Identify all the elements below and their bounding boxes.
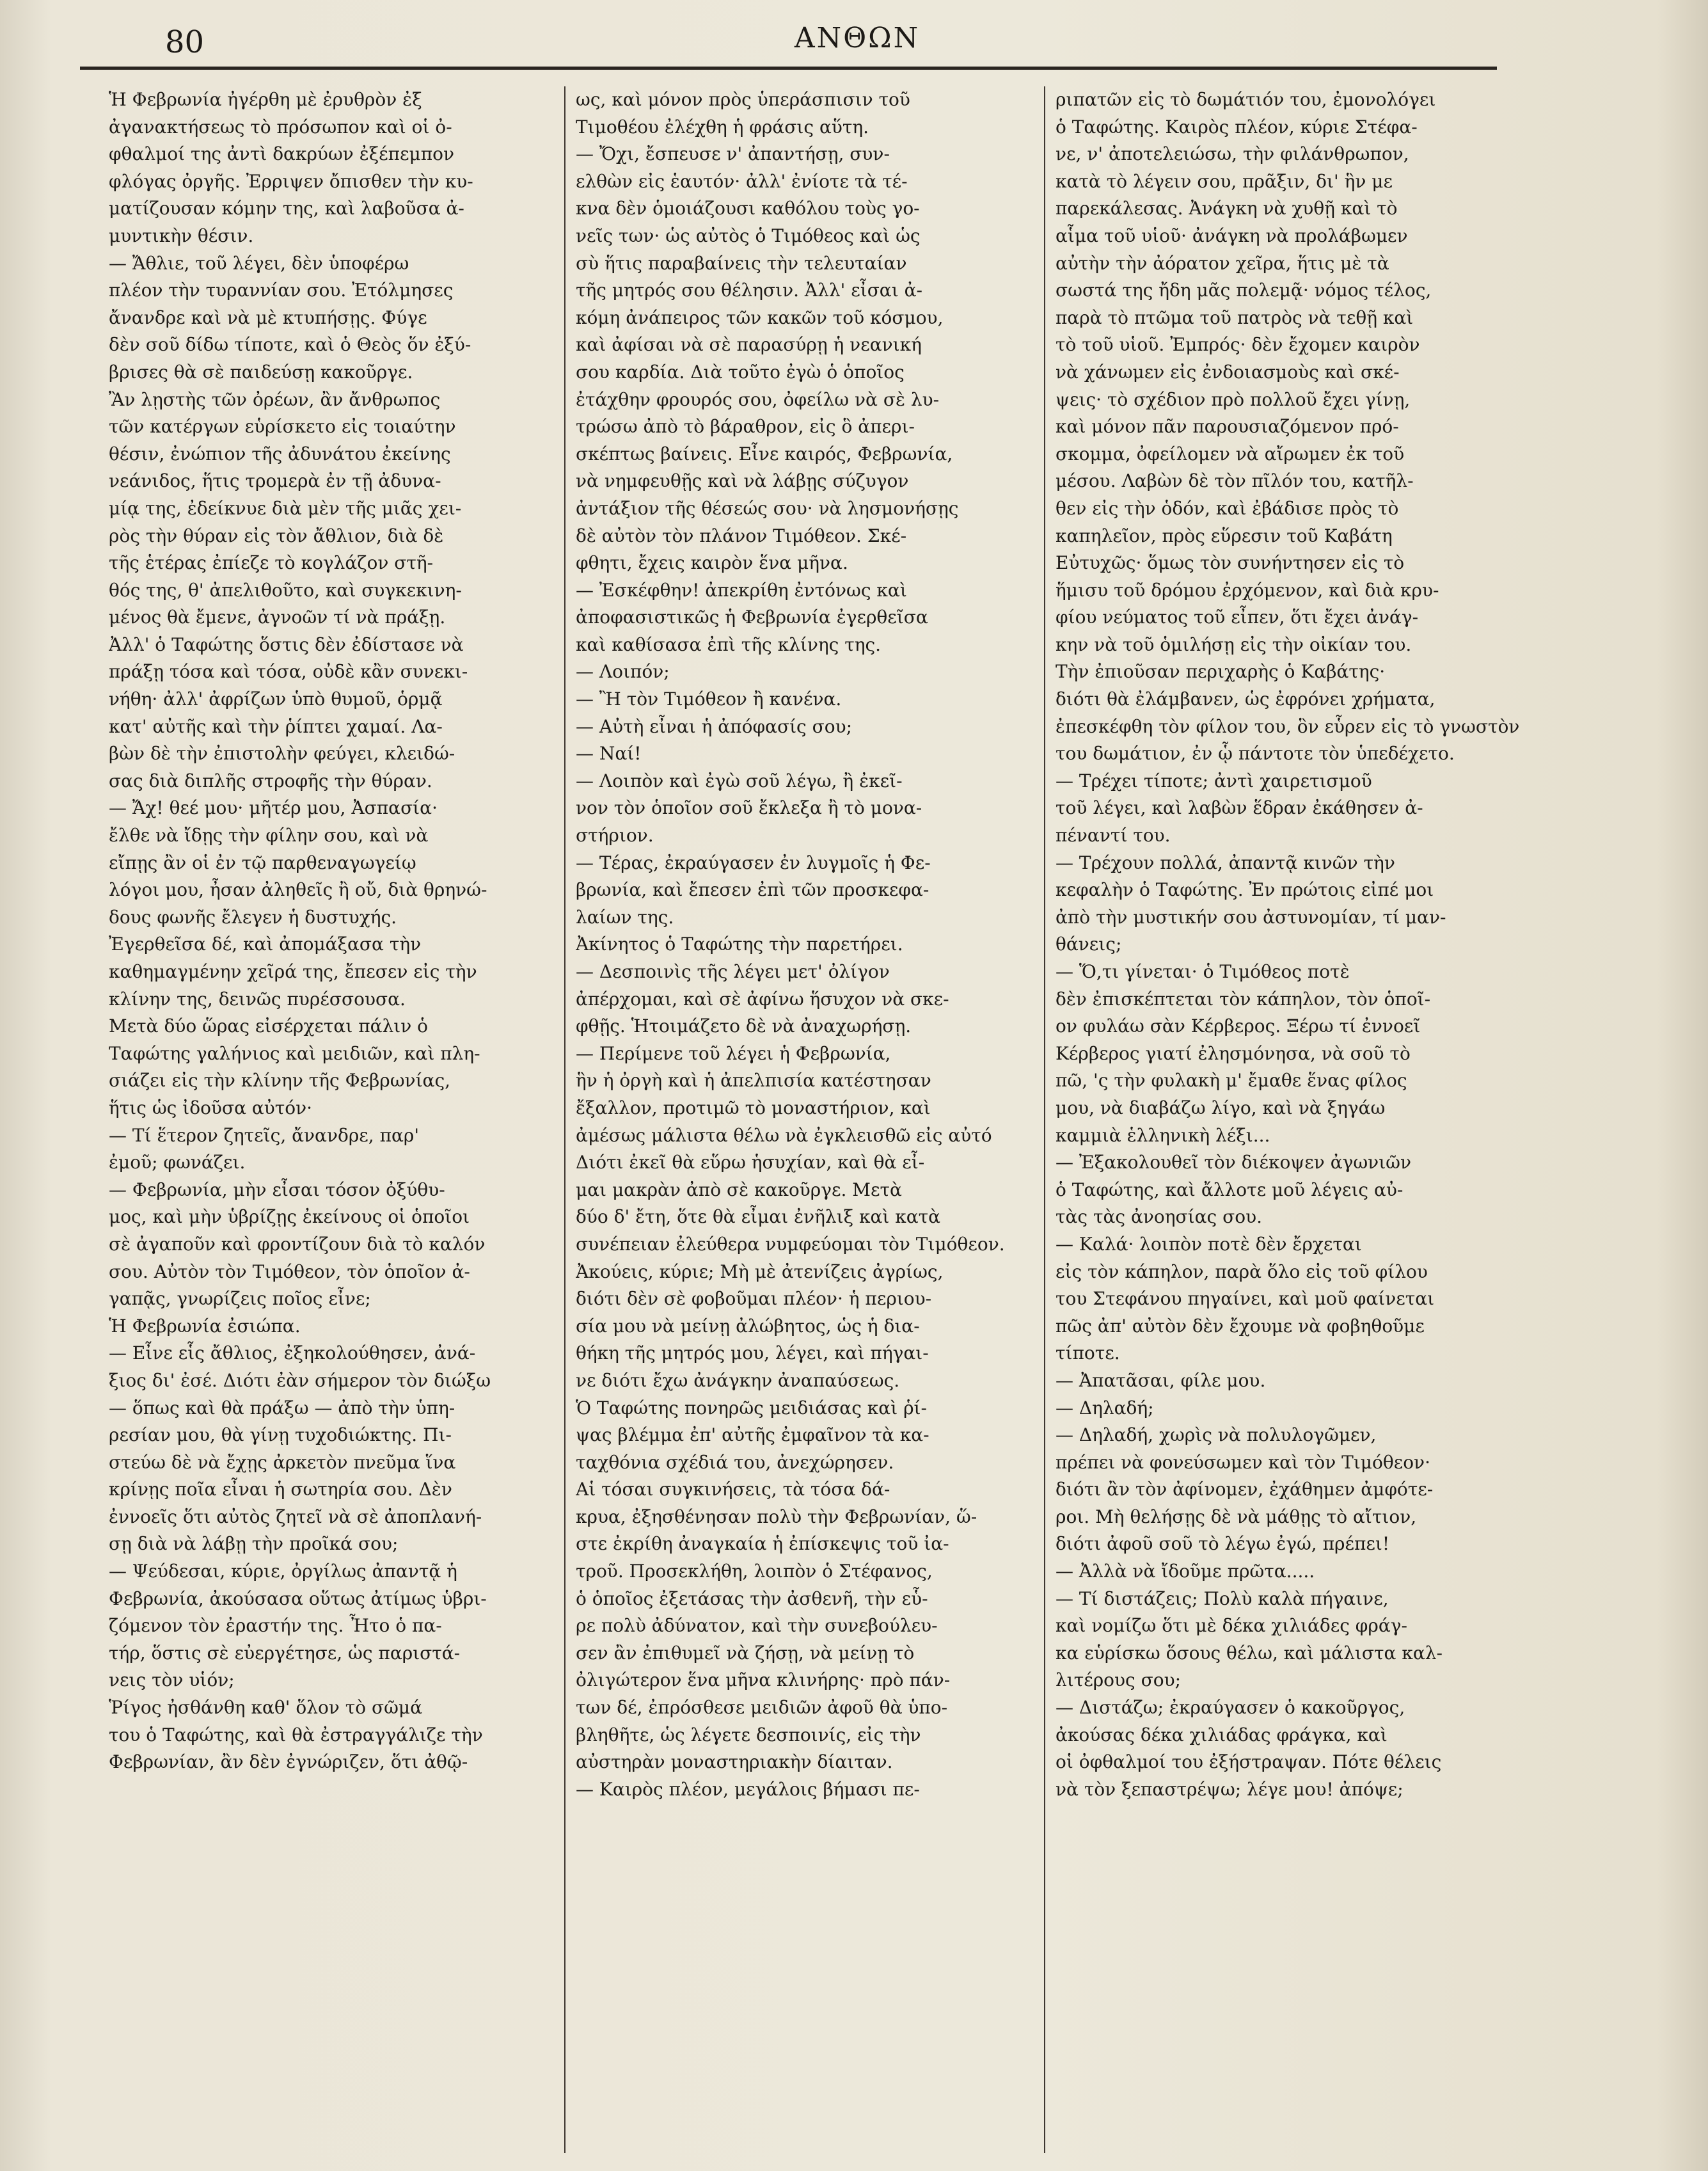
text-line: μαι μακρὰν ἀπὸ σὲ κακοῦργε. Μετὰ — [576, 1179, 902, 1200]
text-line: νεάνιδος, ἥτις τρομερὰ ἐν τῇ ἀδυνα- — [109, 470, 441, 492]
text-line: ρὸς τὴν θύραν εἰς τὸν ἄθλιον, διὰ δὲ — [109, 525, 444, 546]
text-line: ἀγανακτήσεως τὸ πρόσωπον καὶ οἱ ὀ- — [109, 116, 452, 138]
text-line: πρέπει νὰ φονεύσωμεν καὶ τὸν Τιμόθεον· — [1056, 1451, 1430, 1473]
text-line: Διότι ἐκεῖ θὰ εὕρω ἡσυχίαν, καὶ θὰ εἶ- — [576, 1152, 925, 1173]
text-line: — Καλά· λοιπὸν ποτὲ δὲν ἔρχεται — [1056, 1233, 1362, 1255]
text-line: — Αὐτὴ εἶναι ἡ ἀπόφασίς σου; — [576, 715, 853, 737]
text-line: Μετὰ δύο ὥρας εἰσέρχεται πάλιν ὁ — [109, 1015, 429, 1037]
text-line: πῶς ἀπ' αὐτὸν δὲν ἔχουμε νὰ φοβηθοῦμε — [1056, 1315, 1425, 1337]
text-column-1 — [109, 86, 557, 1776]
text-line: εἰς τὸν κάπηλον, παρὰ ὅλο εἰς τοῦ φίλου — [1056, 1260, 1428, 1282]
text-line: φθαλμοί της ἀντὶ δακρύων ἐξέπεμπον — [109, 143, 455, 165]
text-line: νὰ τὸν ξεπαστρέψω; λέγε μου! ἀπόψε; — [1056, 1778, 1404, 1800]
text-line: θήκη τῆς μητρός μου, λέγει, καὶ πήγαι- — [576, 1342, 929, 1364]
text-line: θός της, θ' ἀπελιθοῦτο, καὶ συγκεκινη- — [109, 579, 462, 601]
text-line: φθῇς. Ἡτοιμάζετο δὲ νὰ ἀναχωρήσῃ. — [576, 1015, 912, 1037]
text-line: ἀπέρχομαι, καὶ σὲ ἀφίνω ἥσυχον νὰ σκε- — [576, 988, 949, 1010]
text-line: νὰ χάνωμεν εἰς ἐνδοιασμοὺς καὶ σκέ- — [1056, 361, 1400, 383]
text-line: μέσου. Λαβὼν δὲ τὸν πῖλόν του, κατῆλ- — [1056, 470, 1414, 492]
text-line: — ὅπως καὶ θὰ πράξω — ἀπὸ τὴν ὑπη- — [109, 1397, 455, 1419]
text-line: τὰς τὰς ἀνοησίας σου. — [1056, 1206, 1262, 1228]
text-column-2 — [576, 86, 1036, 1803]
text-line: τήρ, ὅστις σὲ εὐεργέτησε, ὡς παριστά- — [109, 1642, 461, 1664]
text-line: τὸ τοῦ υἱοῦ. Ἐμπρός· δὲν ἔχομεν καιρὸν — [1056, 334, 1420, 356]
text-line: κνα δὲν ὁμοιάζουσι καθόλου τοὺς γο- — [576, 198, 920, 219]
text-line: του δωμάτιον, ἐν ᾧ πάντοτε τὸν ὑπεδέχετο. — [1056, 743, 1455, 765]
text-line: σωστά της ἤδη μᾶς πολεμᾷ· νόμος τέλος, — [1056, 280, 1432, 301]
text-line: Ῥίγος ἠσθάνθη καθ' ὅλον τὸ σῶμά — [109, 1697, 423, 1719]
text-line: Ἀκίνητος ὁ Ταφώτης τὴν παρετήρει. — [576, 934, 903, 955]
text-line: Τὴν ἐπιοῦσαν περιχαρὴς ὁ Καβάτης· — [1056, 661, 1386, 683]
header-rule — [80, 67, 1497, 70]
text-line: — Ἄχ! θεέ μου· μῆτέρ μου, Ἀσπασία· — [109, 797, 438, 819]
text-line: δους φωνῆς ἔλεγεν ἡ δυστυχής. — [109, 906, 397, 928]
text-line: σας διὰ διπλῆς στροφῆς τὴν θύραν. — [109, 770, 432, 791]
text-line: ἀπὸ τὴν μυστικήν σου ἀστυνομίαν, τί μαν- — [1056, 906, 1446, 928]
text-line: αὐστηρὰν μοναστηριακὴν δίαιταν. — [576, 1751, 893, 1773]
text-line: φλόγας ὀργῆς. Ἐρριψεν ὄπισθεν τὴν κυ- — [109, 170, 473, 192]
text-line: Ἀλλ' ὁ Ταφώτης ὅστις δὲν ἐδίστασε νὰ — [109, 633, 464, 655]
text-column-3 — [1056, 86, 1526, 1803]
text-line: πράξῃ τόσα καὶ τόσα, οὐδὲ κἂν συνεκι- — [109, 661, 468, 683]
text-line: Ταφώτης γαλήνιος καὶ μειδιῶν, καὶ πλη- — [109, 1042, 480, 1064]
text-line: διότι δὲν σὲ φοβοῦμαι πλέον· ἡ περιου- — [576, 1288, 932, 1310]
text-line: — Ἀλλὰ νὰ ἴδοῦμε πρῶτα..... — [1056, 1561, 1315, 1582]
text-line: τῆς ἑτέρας ἐπίεζε τὸ κογλάζον στῆ- — [109, 552, 434, 574]
text-line: — Τρέχει τίποτε; ἀντὶ χαιρετισμοῦ — [1056, 770, 1372, 791]
text-line: πέναντί του. — [1056, 825, 1171, 847]
text-line: ἣν ἡ ὀργὴ καὶ ἡ ἀπελπισία κατέστησαν — [576, 1070, 931, 1092]
text-line: ως, καὶ μόνον πρὸς ὑπεράσπισιν τοῦ — [576, 89, 910, 110]
text-line: τῶν κατέργων εὑρίσκετο εἰς τοιαύτην — [109, 416, 456, 438]
text-line: ἀμέσως μάλιστα θέλω νὰ ἐγκλεισθῶ εἰς αὐτό — [576, 1124, 992, 1146]
text-line: — Λοιπὸν καὶ ἐγὼ σοῦ λέγω, ἢ ἐκεῖ- — [576, 770, 903, 791]
text-line: — Λοιπόν; — [576, 661, 670, 683]
text-line: ἀποφασιστικῶς ἡ Φεβρωνία ἐγερθεῖσα — [576, 607, 928, 628]
text-line: κα εὑρίσκω ὅσους θέλω, καὶ μάλιστα καλ- — [1056, 1642, 1443, 1664]
text-line: του Στεφάνου πηγαίνει, καὶ μοῦ φαίνεται — [1056, 1288, 1435, 1310]
text-line: σκέπτως βαίνεις. Εἶνε καιρός, Φεβρωνία, — [576, 443, 953, 465]
text-line: οἱ ὀφθαλμοί του ἐξήστραψαν. Πότε θέλεις — [1056, 1751, 1442, 1773]
text-line: Κέρβερος γιατί ἐλησμόνησα, νὰ σοῦ τὸ — [1056, 1042, 1411, 1064]
text-line: καὶ καθίσασα ἐπὶ τῆς κλίνης της. — [576, 633, 882, 655]
text-line: Ἡ Φεβρωνία ἐσιώπα. — [109, 1315, 301, 1337]
text-line: δὲν σοῦ δίδω τίποτε, καὶ ὁ Θεὸς ὅν ἐξύ- — [109, 334, 471, 356]
text-line: σου. Αὐτὸν τὸν Τιμόθεον, τὸν ὁποῖον ἀ- — [109, 1260, 470, 1282]
text-line: κόμη ἀνάπειρος τῶν κακῶν τοῦ κόσμου, — [576, 306, 944, 328]
text-line: ρε πολὺ ἀδύνατον, καὶ τὴν συνεβούλευ- — [576, 1615, 938, 1637]
text-line: ὁ Ταφώτης, καὶ ἄλλοτε μοῦ λέγεις αὐ- — [1056, 1179, 1404, 1200]
text-line: παρὰ τὸ πτῶμα τοῦ πατρὸς νὰ τεθῇ καὶ — [1056, 306, 1414, 328]
text-line: τίποτε. — [1056, 1342, 1120, 1364]
text-line: παρεκάλεσας. Ἀνάγκη νὰ χυθῇ καὶ τὸ — [1056, 198, 1398, 219]
text-line: — Τέρας, ἐκραύγασεν ἐν λυγμοῖς ἡ Φε- — [576, 852, 931, 873]
text-line: ἥτις ὡς ἰδοῦσα αὐτόν· — [109, 1097, 313, 1118]
text-line: Φεβρωνία, ἀκούσασα οὕτως ἀτίμως ὑβρι- — [109, 1587, 487, 1609]
text-line: ματίζουσαν κόμην της, καὶ λαβοῦσα ἀ- — [109, 198, 464, 219]
text-line: θεν εἰς τὴν ὁδόν, καὶ ἐβάδισε πρὸς τὸ — [1056, 497, 1399, 519]
text-line: φθητι, ἔχεις καιρὸν ἕνα μῆνα. — [576, 552, 848, 574]
text-line: — Ἐσκέφθην! ἀπεκρίθη ἐντόνως καὶ — [576, 579, 907, 601]
text-line: σκομμα, ὀφείλομεν νὰ αἴρωμεν ἐκ τοῦ — [1056, 443, 1405, 465]
text-line: νον τὸν ὁποῖον σοῦ ἔκλεξα ἢ τὸ μονα- — [576, 797, 922, 819]
text-line: ἐννοεῖς ὅτι αὐτὸς ζητεῖ νὰ σὲ ἀποπλανή- — [109, 1506, 482, 1527]
text-line: εἴπῃς ἂν οἱ ἐν τῷ παρθεναγωγείῳ — [109, 852, 416, 873]
text-line: κρίνῃς ποῖα εἶναι ἡ σωτηρία σου. Δὲν — [109, 1479, 452, 1500]
text-line: λόγοι μου, ἦσαν ἀληθεῖς ἢ οὔ, διὰ θρηνώ- — [109, 879, 487, 901]
text-line: μένος θὰ ἔμενε, ἀγνοῶν τί νὰ πράξῃ. — [109, 607, 446, 628]
text-line: ἔλθε νὰ ἴδῃς τὴν φίλην σου, καὶ νὰ — [109, 825, 429, 847]
text-line: μίᾳ της, ἐδείκνυε διὰ μὲν τῆς μιᾶς χει- — [109, 497, 462, 519]
text-line: Ἡ Φεβρωνία ἠγέρθη μὲ ἐρυθρὸν ἐξ — [109, 89, 422, 110]
column-divider — [564, 86, 565, 2153]
text-line: συνέπειαν ἐλεύθερα νυμφεύομαι τὸν Τιμόθεον. — [576, 1233, 1005, 1255]
text-line: σὺ ἥτις παραβαίνεις τὴν τελευταίαν — [576, 252, 907, 274]
text-line: — Ἄθλιε, τοῦ λέγει, δὲν ὑποφέρω — [109, 252, 409, 274]
text-line: Φεβρωνίαν, ἂν δὲν ἐγνώριζεν, ὅτι ἀθῷ- — [109, 1751, 468, 1773]
text-line: Ἀκούεις, κύριε; Μὴ μὲ ἀτενίζεις ἀγρίως, — [576, 1260, 944, 1282]
text-line: καὶ μόνον πᾶν παρουσιαζόμενον πρό- — [1056, 416, 1399, 438]
text-line: αἷμα τοῦ υἱοῦ· ἀνάγκη νὰ προλάβωμεν — [1056, 225, 1408, 246]
text-line: στήριον. — [576, 825, 654, 847]
text-line: Εὐτυχῶς· ὅμως τὸν συνήντησεν εἰς τὸ — [1056, 552, 1405, 574]
text-line: ἐτάχθην φρουρός σου, ὀφείλω νὰ σὲ λυ- — [576, 388, 940, 410]
text-line: — Δεσποινὶς τῆς λέγει μετ' ὀλίγον — [576, 961, 890, 982]
text-line: — Ἐξακολουθεῖ τὸν διέκοψεν ἀγωνιῶν — [1056, 1152, 1412, 1173]
text-line: Ἂν λῃστὴς τῶν ὀρέων, ἂν ἄνθρωπος — [109, 388, 441, 410]
text-line: βληθῆτε, ὡς λέγετε δεσποινίς, εἰς τὴν — [576, 1724, 921, 1746]
text-line: φίου νεύματος τοῦ εἶπεν, ὅτι ἔχει ἀνάγ- — [1056, 607, 1419, 628]
text-line: μος, καὶ μὴν ὑβρίζῃς ἐκείνους οἱ ὁποῖοι — [109, 1206, 470, 1228]
text-line: ὁ ὁποῖος ἐξετάσας τὴν ἀσθενῆ, τὴν εὗ- — [576, 1587, 928, 1609]
text-line: καπηλεῖον, πρὸς εὕρεσιν τοῦ Καβάτη — [1056, 525, 1393, 546]
text-line: κρυα, ἐξησθένησαν πολὺ τὴν Φεβρωνίαν, ὥ- — [576, 1506, 977, 1527]
text-line: πῶ, 'ς τὴν φυλακὴ μ' ἔμαθε ἕνας φίλος — [1056, 1070, 1407, 1092]
text-line: ἀντάξιον τῆς θέσεώς σου· νὰ λησμονήσῃς — [576, 497, 959, 519]
text-line: — Τρέχουν πολλά, ἀπαντᾷ κινῶν τὴν — [1056, 852, 1395, 873]
text-line: κην νὰ τοῦ ὁμιλήσῃ εἰς τὴν οἰκίαν του. — [1056, 633, 1412, 655]
text-line: Ὁ Ταφώτης πονηρῶς μειδιάσας καὶ ῥί- — [576, 1397, 927, 1419]
text-line: ψεις· τὸ σχέδιον πρὸ πολλοῦ ἔχει γίνῃ, — [1056, 388, 1411, 410]
text-line: βὼν δὲ τὴν ἐπιστολὴν φεύγει, κλειδώ- — [109, 743, 455, 765]
text-line: διότι θὰ ἐλάμβανεν, ὡς ἐφρόνει χρήματα, — [1056, 688, 1435, 710]
text-line: — Ἢ τὸν Τιμόθεον ἢ κανένα. — [576, 688, 842, 710]
text-line: — Δηλαδή; — [1056, 1397, 1154, 1419]
text-line: σεν ἂν ἐπιθυμεῖ νὰ ζήσῃ, νὰ μείνῃ τὸ — [576, 1642, 915, 1664]
text-line: κεφαλὴν ὁ Ταφώτης. Ἐν πρώτοις εἰπέ μοι — [1056, 879, 1434, 901]
text-line: σου καρδία. Διὰ τοῦτο ἐγὼ ὁ ὁποῖος — [576, 361, 905, 383]
text-line: νε, ν' ἀποτελειώσω, τὴν φιλάνθρωπον, — [1056, 143, 1409, 165]
text-line: — Ψεύδεσαι, κύριε, ὀργίλως ἀπαντᾷ ἡ — [109, 1561, 457, 1582]
text-line: Ἐγερθεῖσα δέ, καὶ ἀπομάξασα τὴν — [109, 934, 422, 955]
text-line: πλέον τὴν τυραννίαν σου. Ἐτόλμησες — [109, 280, 454, 301]
text-line: διότι ἂν τὸν ἀφίνομεν, ἐχάθημεν ἀμφότε- — [1056, 1479, 1434, 1500]
text-line: λαίων της. — [576, 906, 674, 928]
text-line: ροι. Μὴ θελήσῃς δὲ νὰ μάθῃς τὸ αἴτιον, — [1056, 1506, 1417, 1527]
text-line: — Φεβρωνία, μὴν εἶσαι τόσον ὀξύθυ- — [109, 1179, 445, 1200]
text-line: νεις τὸν υἱόν; — [109, 1669, 235, 1691]
text-line: — Τί ἕτερον ζητεῖς, ἄνανδρε, παρ' — [109, 1124, 420, 1146]
text-line: κλίνην της, δεινῶς πυρέσσουσα. — [109, 988, 406, 1010]
text-line: σῃ διὰ νὰ λάβῃ τὴν προῖκά σου; — [109, 1533, 399, 1555]
text-line: τοῦ λέγει, καὶ λαβὼν ἕδραν ἐκάθησεν ἀ- — [1056, 797, 1423, 819]
text-line: — Ὄχι, ἔσπευσε ν' ἀπαντήσῃ, συν- — [576, 143, 890, 165]
text-line: — Ναί! — [576, 743, 642, 765]
text-line: ξιος δι' ἐσέ. Διότι ἐὰν σήμερον τὸν διώξω — [109, 1369, 491, 1391]
text-line: μυντικὴν θέσιν. — [109, 225, 254, 246]
text-line: ζόμενον τὸν ἐραστήν της. Ἦτο ὁ πα- — [109, 1615, 442, 1637]
text-line: Αἱ τόσαι συγκινήσεις, τὰ τόσα δά- — [576, 1479, 890, 1500]
running-title: ΑΝΘΩΝ — [794, 22, 921, 54]
text-line: στεύω δὲ νὰ ἔχῃς ἀρκετὸν πνεῦμα ἵνα — [109, 1451, 456, 1473]
text-line: δὲ αὐτὸν τὸν πλάνον Τιμόθεον. Σκέ- — [576, 525, 907, 546]
text-line: θάνεις; — [1056, 934, 1122, 955]
text-line: μου, νὰ διαβάζω λίγο, καὶ νὰ ξηγάω — [1056, 1097, 1386, 1118]
text-line: στε ἐκρίθη ἀναγκαία ἡ ἐπίσκεψις τοῦ ἰα- — [576, 1533, 949, 1555]
text-line: — Περίμενε τοῦ λέγει ἡ Φεβρωνία, — [576, 1042, 891, 1064]
text-line: σιάζει εἰς τὴν κλίνην τῆς Φεβρωνίας, — [109, 1070, 451, 1092]
text-line: ἄνανδρε καὶ νὰ μὲ κτυπήσῃς. Φύγε — [109, 306, 427, 328]
page-header — [0, 0, 1708, 70]
text-line: ἐμοῦ; φωνάζει. — [109, 1152, 246, 1173]
text-line: ψας βλέμμα ἐπ' αὐτῆς ἐμφαῖνον τὰ κα- — [576, 1424, 929, 1446]
text-line: κατὰ τὸ λέγειν σου, πρᾶξιν, δι' ἣν με — [1056, 170, 1393, 192]
text-line: — Ἀπατᾶσαι, φίλε μου. — [1056, 1369, 1266, 1391]
text-line: ἀκούσας δέκα χιλιάδας φράγκα, καὶ — [1056, 1724, 1388, 1746]
text-line: — Ὅ,τι γίνεται· ὁ Τιμόθεος ποτὲ — [1056, 961, 1350, 982]
text-line: νεῖς των· ὡς αὐτὸς ὁ Τιμόθεος καὶ ὡς — [576, 225, 921, 246]
text-line: βρισες θὰ σὲ παιδεύσῃ κακοῦργε. — [109, 361, 413, 383]
text-line: καθημαγμένην χεῖρά της, ἔπεσεν εἰς τὴν — [109, 961, 477, 982]
text-line: λιτέρους σου; — [1056, 1669, 1182, 1691]
text-line: καμμιὰ ἑλληνικὴ λέξι... — [1056, 1124, 1270, 1146]
text-line: κατ' αὐτῆς καὶ τὴν ῥίπτει χαμαί. Λα- — [109, 715, 443, 737]
page-number: 80 — [165, 24, 205, 60]
text-line: αὐτὴν τὴν ἀόρατον χεῖρα, ἥτις μὲ τὰ — [1056, 252, 1389, 274]
text-line: ρεσίαν μου, θὰ γίνῃ τυχοδιώκτης. Πι- — [109, 1424, 452, 1446]
text-line: σὲ ἀγαποῦν καὶ φροντίζουν διὰ τὸ καλόν — [109, 1233, 486, 1255]
text-line: ἐπεσκέφθη τὸν φίλον του, ὃν εὗρεν εἰς τὸ γνωστὸν — [1056, 715, 1520, 737]
text-line: σία μου νὰ μείνῃ ἀλώβητος, ὡς ἡ δια- — [576, 1315, 920, 1337]
text-line: — Εἶνε εἷς ἄθλιος, ἐξηκολούθησεν, ἀνά- — [109, 1342, 476, 1364]
text-line: του ὁ Ταφώτης, καὶ θὰ ἐστραγγάλιζε τὴν — [109, 1724, 483, 1746]
text-line: καὶ νομίζω ὅτι μὲ δέκα χιλιάδες φράγ- — [1056, 1615, 1407, 1637]
text-line: νὰ νημφευθῇς καὶ νὰ λάβῃς σύζυγον — [576, 470, 909, 492]
text-line: — Καιρὸς πλέον, μεγάλοις βήμασι πε- — [576, 1778, 920, 1800]
text-line: τρώσω ἀπὸ τὸ βάραθρον, εἰς ὃ ἀπερι- — [576, 416, 915, 438]
text-line: ἔξαλλον, προτιμῶ τὸ μοναστήριον, καὶ — [576, 1097, 931, 1118]
text-line: διότι ἀφοῦ σοῦ τὸ λέγω ἐγώ, πρέπει! — [1056, 1533, 1390, 1555]
text-line: καὶ ἀφίσαι νὰ σὲ παρασύρῃ ἡ νεανική — [576, 334, 922, 356]
text-line: γαπᾷς, γνωρίζεις ποῖος εἶνε; — [109, 1288, 371, 1310]
text-line: νε διότι ἔχω ἀνάγκην ἀναπαύσεως. — [576, 1369, 900, 1391]
text-line: ἥμισυ τοῦ δρόμου ἐρχόμενον, καὶ διὰ κρυ- — [1056, 579, 1439, 601]
text-line: ὁ Ταφώτης. Καιρὸς πλέον, κύριε Στέφα- — [1056, 116, 1418, 138]
text-line: ον φυλάω σὰν Κέρβερος. Ξέρω τί ἐννοεῖ — [1056, 1015, 1421, 1037]
text-line: ριπατῶν εἰς τὸ δωμάτιόν του, ἐμονολόγει — [1056, 89, 1436, 110]
text-line: των δέ, ἐπρόσθεσε μειδιῶν ἀφοῦ θὰ ὑπο- — [576, 1697, 948, 1719]
text-line: — Δηλαδή, χωρὶς νὰ πολυλογῶμεν, — [1056, 1424, 1377, 1446]
text-line: δύο δ' ἔτη, ὅτε θὰ εἶμαι ἐνῆλιξ καὶ κατὰ — [576, 1206, 941, 1228]
text-line: — Τί διστάζεις; Πολὺ καλὰ πήγαινε, — [1056, 1587, 1389, 1609]
text-line: — Διστάζω; ἐκραύγασεν ὁ κακοῦργος, — [1056, 1697, 1405, 1719]
text-line: ταχθόνια σχέδιά του, ἀνεχώρησεν. — [576, 1451, 894, 1473]
text-line: θέσιν, ἐνώπιον τῆς ἀδυνάτου ἐκείνης — [109, 443, 451, 465]
text-line: δὲν ἐπισκέπτεται τὸν κάπηλον, τὸν ὁποῖ- — [1056, 988, 1431, 1010]
text-line: Τιμοθέου ἐλέχθη ἡ φράσις αὕτη. — [576, 116, 869, 138]
text-line: τῆς μητρός σου θέλησιν. Ἀλλ' εἶσαι ἀ- — [576, 280, 922, 301]
column-divider — [1044, 86, 1045, 2153]
text-line: βρωνία, καὶ ἔπεσεν ἐπὶ τῶν προσκεφα- — [576, 879, 929, 901]
text-line: ελθὼν εἰς ἑαυτόν· ἀλλ' ἐνίοτε τὰ τέ- — [576, 170, 908, 192]
text-line: ὀλιγώτερον ἕνα μῆνα κλινήρης· πρὸ πάν- — [576, 1669, 951, 1691]
text-line: τροῦ. Προσεκλήθη, λοιπὸν ὁ Στέφανος, — [576, 1561, 933, 1582]
text-line: νήθη· ἀλλ' ἀφρίζων ὑπὸ θυμοῦ, ὁρμᾷ — [109, 688, 443, 710]
